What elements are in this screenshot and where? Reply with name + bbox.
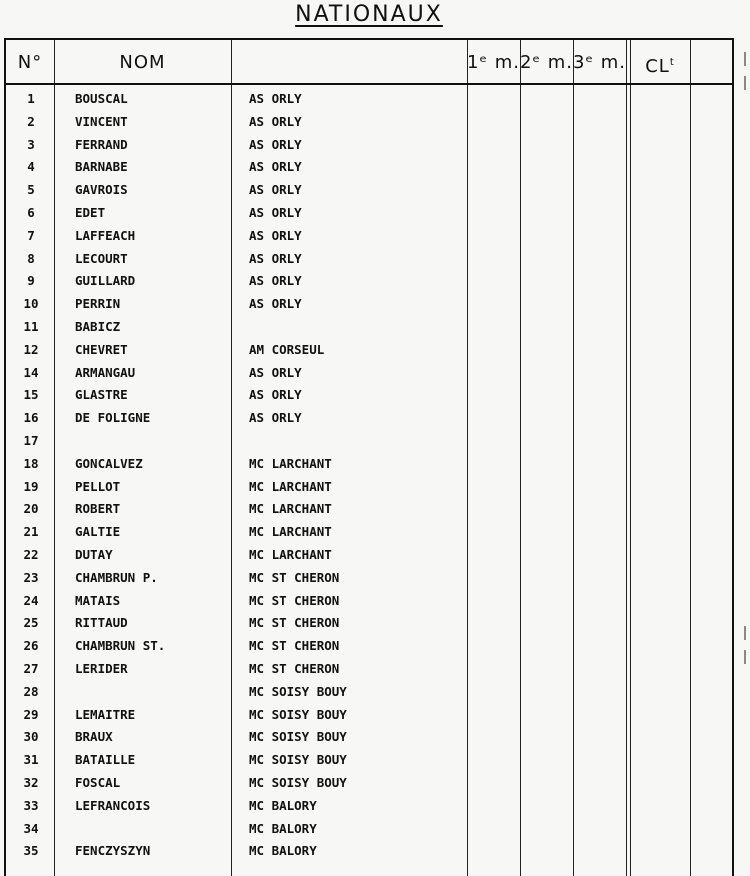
row-number: 15	[23, 387, 39, 403]
row-club: AS ORLY	[249, 205, 302, 220]
row-number: 34	[23, 820, 39, 836]
table-row	[6, 795, 732, 818]
row-number: 31	[23, 752, 39, 768]
table-row	[6, 270, 732, 293]
row-name: BABICZ	[75, 319, 121, 334]
row-club: AS ORLY	[249, 182, 302, 198]
row-number: 18	[23, 455, 39, 471]
row-number: 33	[23, 797, 39, 813]
table-row	[6, 658, 732, 681]
table-row	[6, 88, 732, 111]
row-number: 29	[23, 706, 39, 722]
row-club: MC LARCHANT	[249, 501, 332, 517]
row-club: MC SOISY BOUY	[249, 775, 347, 790]
header-classement	[630, 48, 690, 78]
table-row	[6, 749, 732, 772]
row-name: GALTIE	[75, 524, 121, 540]
row-number: 3	[27, 136, 35, 152]
scan-mark	[744, 76, 746, 90]
table-row	[6, 840, 732, 863]
header-divider	[6, 83, 732, 85]
table-row	[6, 339, 732, 362]
row-number: 32	[23, 775, 39, 790]
row-number: 25	[23, 615, 39, 631]
row-number: 20	[23, 501, 39, 517]
row-name: MATAIS	[75, 592, 121, 608]
row-name: FOSCAL	[75, 775, 121, 790]
row-name: ROBERT	[75, 501, 121, 517]
row-number: 21	[23, 524, 39, 540]
row-club: MC BALORY	[249, 797, 317, 813]
table-row	[6, 179, 732, 202]
row-name: PERRIN	[75, 296, 121, 312]
row-name: LECOURT	[75, 250, 128, 266]
row-number: 26	[23, 638, 39, 654]
row-club: AS ORLY	[249, 136, 302, 152]
table-row	[6, 544, 732, 567]
row-name: GUILLARD	[75, 273, 136, 289]
header-classement-sup: t	[669, 57, 675, 68]
row-club: MC LARCHANT	[249, 478, 332, 494]
table-row	[6, 772, 732, 795]
row-club: AS ORLY	[249, 273, 302, 289]
table-row	[6, 612, 732, 635]
row-name: LEFRANCOIS	[75, 797, 151, 813]
table-row	[6, 316, 732, 339]
scan-mark	[744, 52, 746, 66]
row-name: RITTAUD	[75, 615, 128, 631]
row-number: 1	[27, 91, 35, 106]
row-club: MC ST CHERON	[249, 638, 340, 654]
row-number: 4	[27, 159, 35, 175]
row-name: FENCZYSZYN	[75, 843, 151, 859]
row-club: MC BALORY	[249, 820, 317, 836]
row-name: LEMAITRE	[75, 706, 136, 722]
row-name: LERIDER	[75, 661, 128, 676]
table-row	[6, 293, 732, 316]
table-row	[6, 362, 732, 385]
row-club: MC LARCHANT	[249, 547, 332, 562]
row-number: 2	[27, 113, 35, 129]
row-number: 23	[23, 569, 39, 585]
table-row	[6, 498, 732, 521]
row-name: GONCALVEZ	[75, 455, 143, 471]
scan-mark	[744, 650, 746, 664]
row-number: 19	[23, 478, 39, 494]
row-club: AS ORLY	[249, 387, 302, 403]
row-club: MC ST CHERON	[249, 615, 340, 631]
row-club: MC ST CHERON	[249, 592, 340, 608]
row-name: ARMANGAU	[75, 364, 136, 380]
results-table	[4, 38, 734, 876]
row-name: DUTAY	[75, 547, 113, 562]
header-nom: NOM	[119, 52, 166, 73]
row-club: MC ST CHERON	[249, 569, 340, 585]
table-row	[6, 521, 732, 544]
row-club: AS ORLY	[249, 250, 302, 266]
table-row	[6, 156, 732, 179]
row-name: CHEVRET	[75, 341, 128, 357]
row-club: AS ORLY	[249, 227, 302, 243]
row-club: AS ORLY	[249, 159, 302, 175]
table-row	[6, 407, 732, 430]
table-row	[6, 704, 732, 727]
row-name: CHAMBRUN ST.	[75, 638, 166, 654]
row-club: MC LARCHANT	[249, 524, 332, 540]
row-club: MC LARCHANT	[249, 455, 332, 471]
row-number: 10	[23, 296, 39, 312]
row-club: MC BALORY	[249, 843, 317, 859]
row-club: AS ORLY	[249, 364, 302, 380]
row-club: MC SOISY BOUY	[249, 683, 347, 699]
table-row	[6, 248, 732, 271]
row-name: BARNABE	[75, 159, 128, 175]
table-row	[6, 635, 732, 658]
row-number: 6	[27, 205, 35, 220]
row-number: 12	[23, 341, 39, 357]
table-row	[6, 453, 732, 476]
row-club: AS ORLY	[249, 113, 302, 129]
scan-mark	[744, 626, 746, 640]
row-number: 14	[23, 364, 39, 380]
row-club: MC SOISY BOUY	[249, 752, 347, 768]
table-row	[6, 818, 732, 841]
header-manche-3: 3ᵉ m.	[573, 52, 626, 73]
row-name: GAVROIS	[75, 182, 128, 198]
row-number: 5	[27, 182, 35, 198]
row-club: MC SOISY BOUY	[249, 729, 347, 745]
table-row	[6, 134, 732, 157]
row-number: 17	[23, 433, 39, 448]
row-name: GLASTRE	[75, 387, 128, 403]
row-number: 28	[23, 683, 39, 699]
table-row	[6, 111, 732, 134]
table-row	[6, 202, 732, 225]
row-number: 22	[23, 547, 39, 562]
header-classement-label: CL	[645, 56, 670, 77]
row-name: DE FOLIGNE	[75, 410, 151, 426]
row-number: 24	[23, 592, 39, 608]
row-club: AS ORLY	[249, 410, 302, 426]
row-club: AM CORSEUL	[249, 341, 325, 357]
table-row	[6, 726, 732, 749]
row-club: MC ST CHERON	[249, 661, 340, 676]
page-title: NATIONAUX	[295, 2, 443, 27]
table-row	[6, 225, 732, 248]
row-name: VINCENT	[75, 113, 128, 129]
table-row	[6, 384, 732, 407]
row-club: MC SOISY BOUY	[249, 706, 347, 722]
table-row	[6, 590, 732, 613]
row-name: PELLOT	[75, 478, 121, 494]
row-number: 27	[23, 661, 39, 676]
row-number: 9	[27, 273, 35, 289]
row-name: LAFFEACH	[75, 227, 136, 243]
row-number: 35	[23, 843, 39, 859]
header-num: N°	[17, 52, 43, 73]
row-name: BOUSCAL	[75, 91, 128, 106]
row-club: AS ORLY	[249, 296, 302, 312]
row-number: 11	[23, 319, 39, 334]
row-name: EDET	[75, 205, 106, 220]
table-row	[6, 476, 732, 499]
row-club: AS ORLY	[249, 91, 302, 106]
table-row	[6, 681, 732, 704]
row-name: CHAMBRUN P.	[75, 569, 158, 585]
table-row	[6, 567, 732, 590]
row-name: BATAILLE	[75, 752, 136, 768]
row-name: FERRAND	[75, 136, 128, 152]
header-manche-1: 1ᵉ m.	[467, 52, 520, 73]
row-name: BRAUX	[75, 729, 113, 745]
header-manche-2: 2ᵉ m.	[520, 52, 573, 73]
row-number: 7	[27, 227, 35, 243]
table-row	[6, 430, 732, 453]
row-number: 8	[27, 250, 35, 266]
row-number: 30	[23, 729, 39, 745]
row-number: 16	[23, 410, 39, 426]
